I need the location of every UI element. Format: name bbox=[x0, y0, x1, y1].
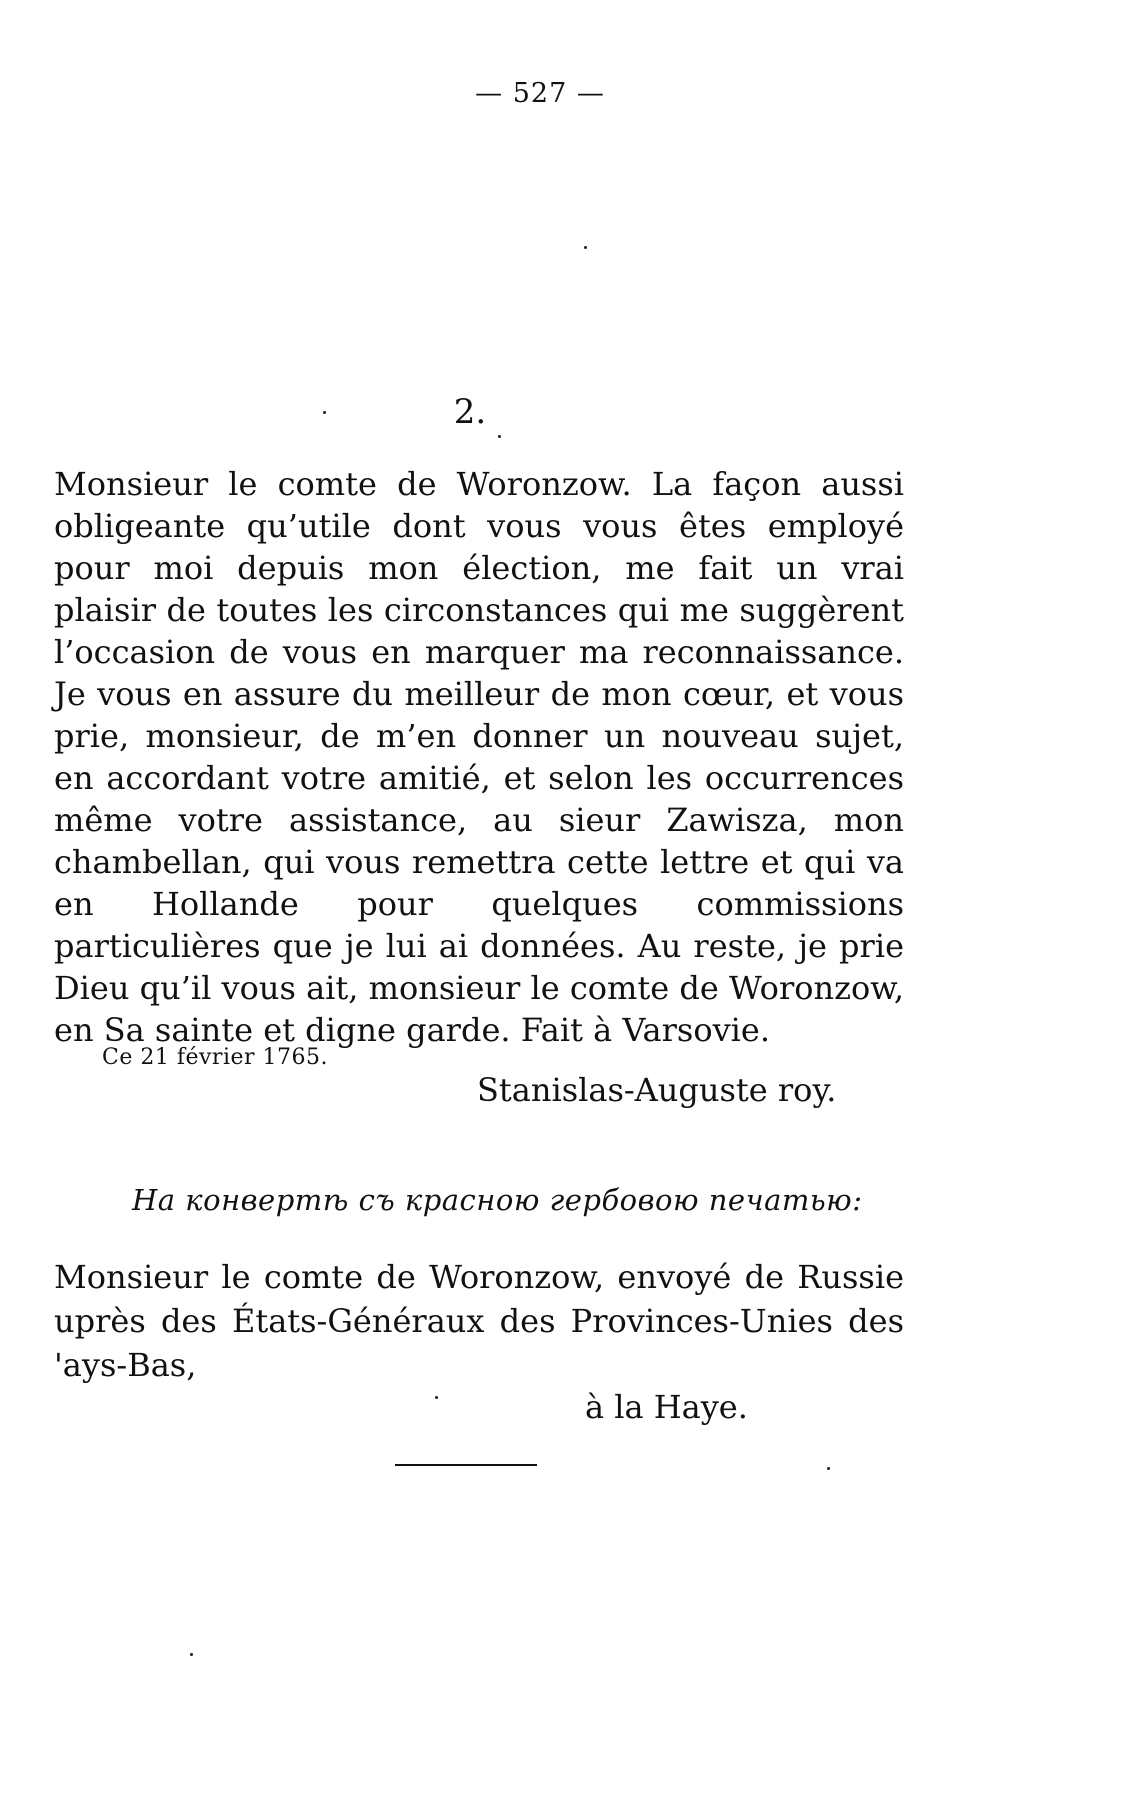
page-number: — 527 — bbox=[475, 78, 605, 109]
print-speck bbox=[190, 1653, 193, 1656]
envelope-address-place: à la Haye. bbox=[585, 1388, 748, 1426]
print-speck bbox=[827, 1467, 830, 1470]
print-speck bbox=[584, 246, 587, 249]
letter-signature: Stanislas-Auguste roy. bbox=[477, 1071, 837, 1109]
envelope-heading: На конвертѣ съ красною гербовою печатью: bbox=[132, 1183, 863, 1217]
letter-body: Monsieur le comte de Woronzow. La façon aussi obligeante qu’utile dont vous vous êtes employé pour moi depuis mon élection, me fait un vrai plaisir de toutes les circonstances qui me suggèrent l’occasion de vous en marquer ma reconnaissance. Je vous en assure du meilleur de mon cœur, et vous prie, monsieur, de m’en donner un nouveau sujet, en accordant votre amitié, et selon les occurrences même votre assistance, au sieur Zawisza, mon chambellan, qui vous remettra cette lettre et qui va en Hollande pour quelques commissions particulières que je lui ai données. Au reste, je prie Dieu qu’il vous ait, monsieur le comte de Woronzow, en Sa sainte et digne garde. Fait à Varsovie. bbox=[54, 465, 904, 1049]
envelope-address: Monsieur le comte de Woronzow, envoyé de Russie uprès des États-Généraux des Provinces-Unies des 'ays-Bas, bbox=[54, 1258, 904, 1384]
letter-number: 2. bbox=[453, 392, 487, 432]
print-speck bbox=[435, 1396, 438, 1399]
letter-date: Ce 21 février 1765. bbox=[102, 1045, 328, 1070]
closing-rule bbox=[395, 1464, 537, 1466]
print-speck bbox=[498, 435, 501, 438]
